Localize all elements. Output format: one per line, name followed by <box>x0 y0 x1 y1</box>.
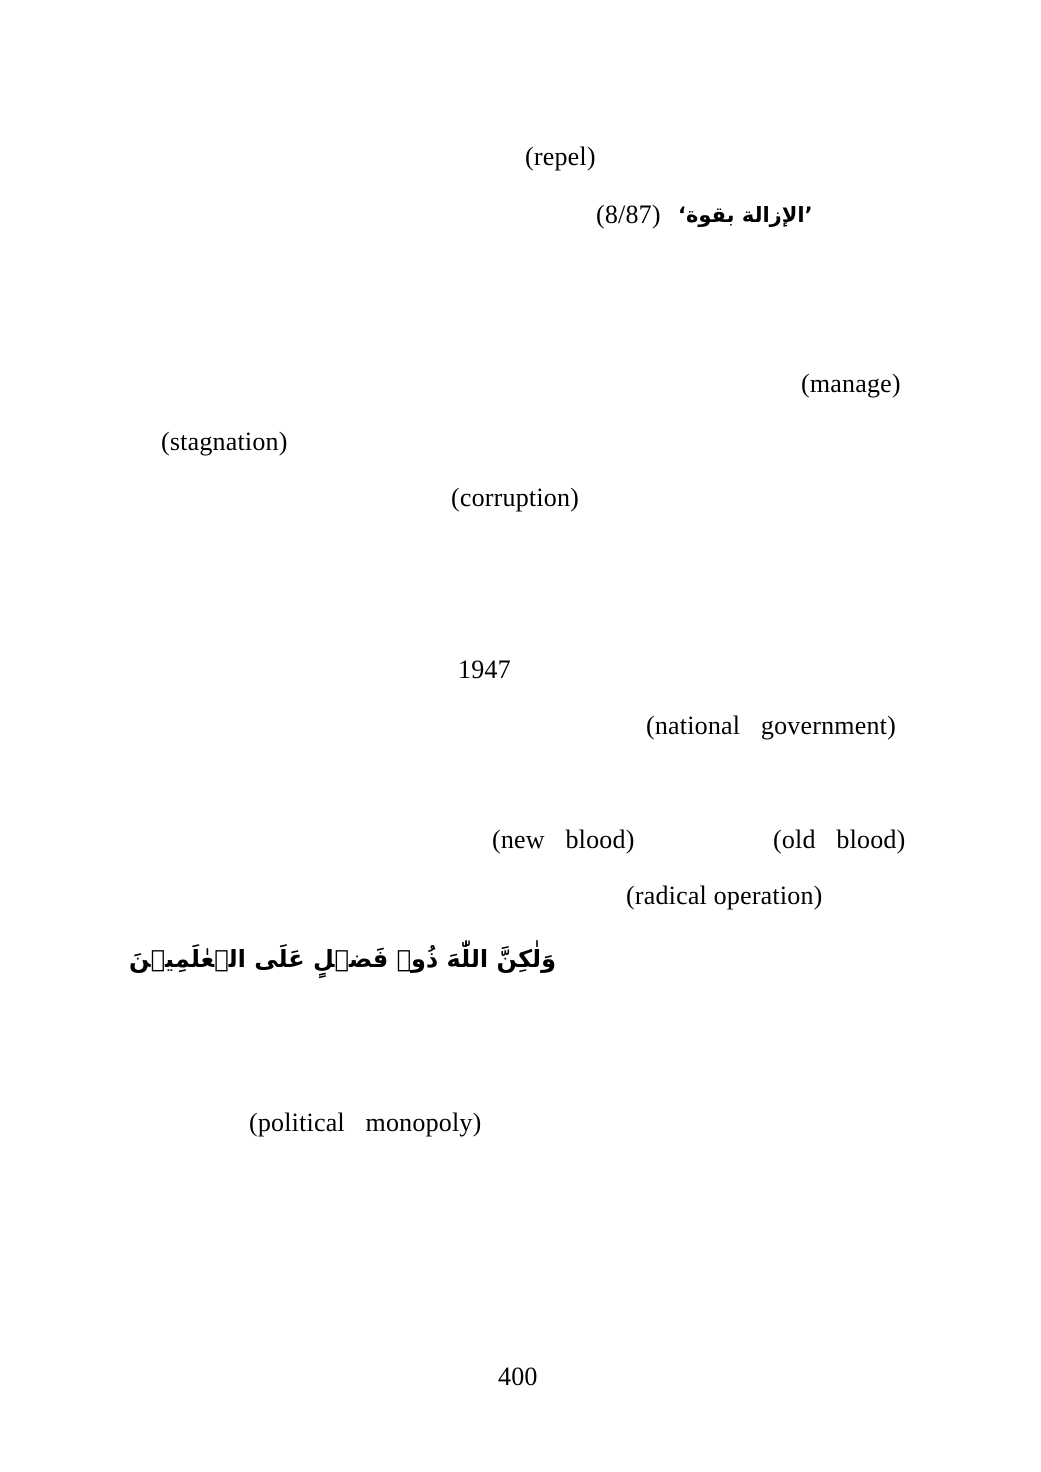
term-new-blood: (new blood) <box>492 825 635 854</box>
term-old-blood: (old blood) <box>773 825 906 854</box>
term-radical-operation: (radical operation) <box>626 881 823 910</box>
quranic-verse: وَلٰكِنَّ اللّٰهَ ذُوۡ فَضۡلٍ عَلَى الۡعٰلَمِيۡنَ <box>128 945 556 973</box>
year-1947: 1947 <box>458 655 511 684</box>
term-stagnation: (stagnation) <box>161 427 288 456</box>
quote-line <box>596 198 813 232</box>
quote-arabic: ’الإزالة بقوة‘ <box>678 203 813 227</box>
term-political-monopoly: (political monopoly) <box>249 1108 482 1137</box>
term-national-government: (national government) <box>646 711 896 740</box>
term-manage: (manage) <box>801 369 901 398</box>
quote-reference: (8/87) <box>596 200 661 229</box>
page-number: 400 <box>498 1362 538 1391</box>
term-corruption: (corruption) <box>451 483 580 512</box>
term-repel: (repel) <box>525 142 596 171</box>
